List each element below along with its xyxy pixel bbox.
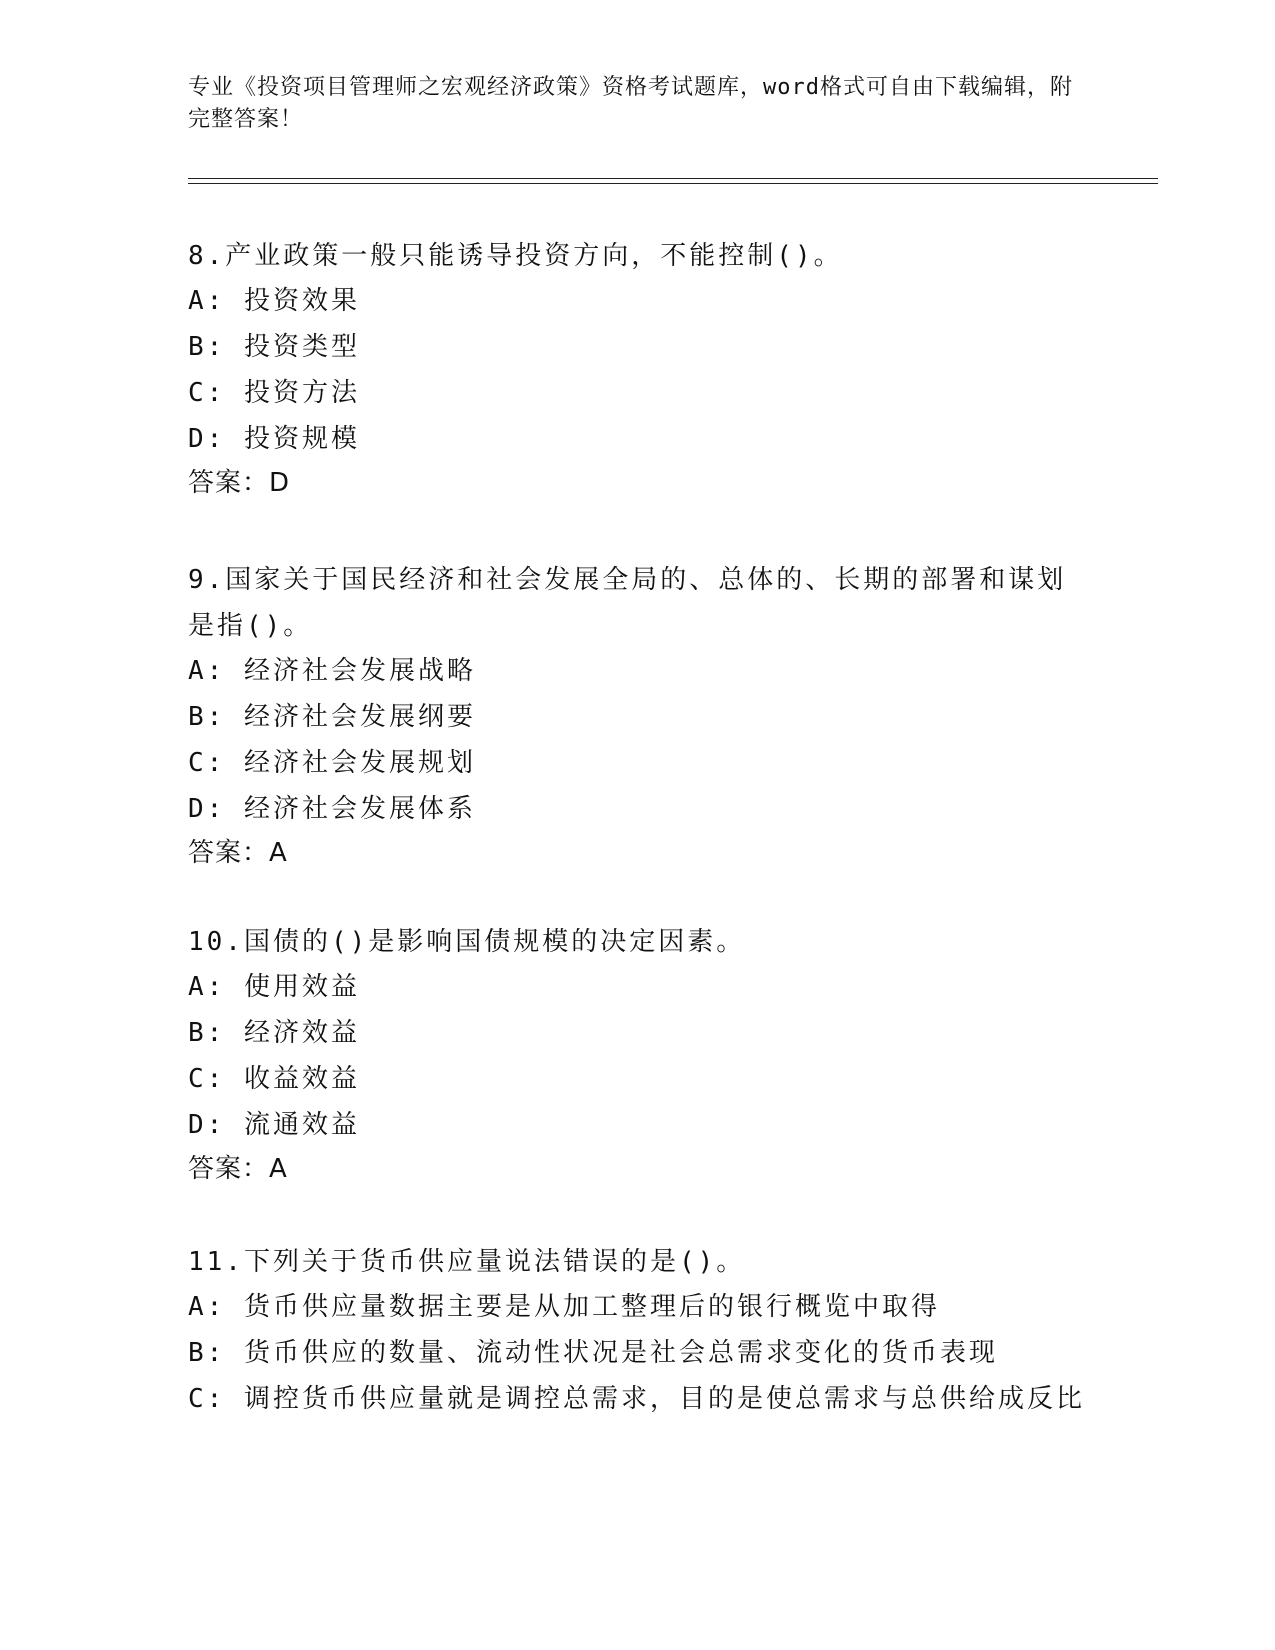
answer: 答案：A bbox=[188, 1154, 288, 1184]
header-divider-bottom bbox=[188, 183, 1158, 184]
option-a: A: 投资效果 bbox=[188, 286, 360, 316]
option-c: C: 调控货币供应量就是调控总需求，目的是使总需求与总供给成反比 bbox=[188, 1384, 1085, 1414]
option-d: D: 投资规模 bbox=[188, 424, 360, 454]
answer: 答案：D bbox=[188, 468, 291, 498]
option-a: A: 货币供应量数据主要是从加工整理后的银行概览中取得 bbox=[188, 1292, 940, 1322]
question-stem: 10.国债的()是影响国债规模的决定因素。 bbox=[188, 927, 746, 957]
question-10 bbox=[188, 926, 1088, 1185]
option-d: D: 流通效益 bbox=[188, 1110, 360, 1140]
header-divider-top bbox=[188, 178, 1158, 179]
option-d: D: 经济社会发展体系 bbox=[188, 794, 476, 824]
option-b: B: 经济效益 bbox=[188, 1018, 360, 1048]
option-b: B: 货币供应的数量、流动性状况是社会总需求变化的货币表现 bbox=[188, 1338, 998, 1368]
option-a: A: 经济社会发展战略 bbox=[188, 656, 476, 686]
option-c: C: 经济社会发展规划 bbox=[188, 748, 476, 778]
answer: 答案：A bbox=[188, 838, 288, 868]
question-9 bbox=[188, 564, 1088, 869]
document-header: 专业《投资项目管理师之宏观经济政策》资格考试题库，word格式可自由下载编辑，附完整答案！ bbox=[188, 75, 1073, 132]
option-b: B: 投资类型 bbox=[188, 332, 360, 362]
option-c: C: 收益效益 bbox=[188, 1064, 360, 1094]
question-stem: 9.国家关于国民经济和社会发展全局的、总体的、长期的部署和谋划是指()。 bbox=[188, 565, 1067, 641]
question-stem: 8.产业政策一般只能诱导投资方向，不能控制()。 bbox=[188, 241, 843, 271]
question-8 bbox=[188, 240, 1088, 499]
option-b: B: 经济社会发展纲要 bbox=[188, 702, 476, 732]
question-stem: 11.下列关于货币供应量说法错误的是()。 bbox=[188, 1247, 746, 1277]
option-a: A: 使用效益 bbox=[188, 972, 360, 1002]
question-11 bbox=[188, 1246, 1088, 1429]
option-c: C: 投资方法 bbox=[188, 378, 360, 408]
